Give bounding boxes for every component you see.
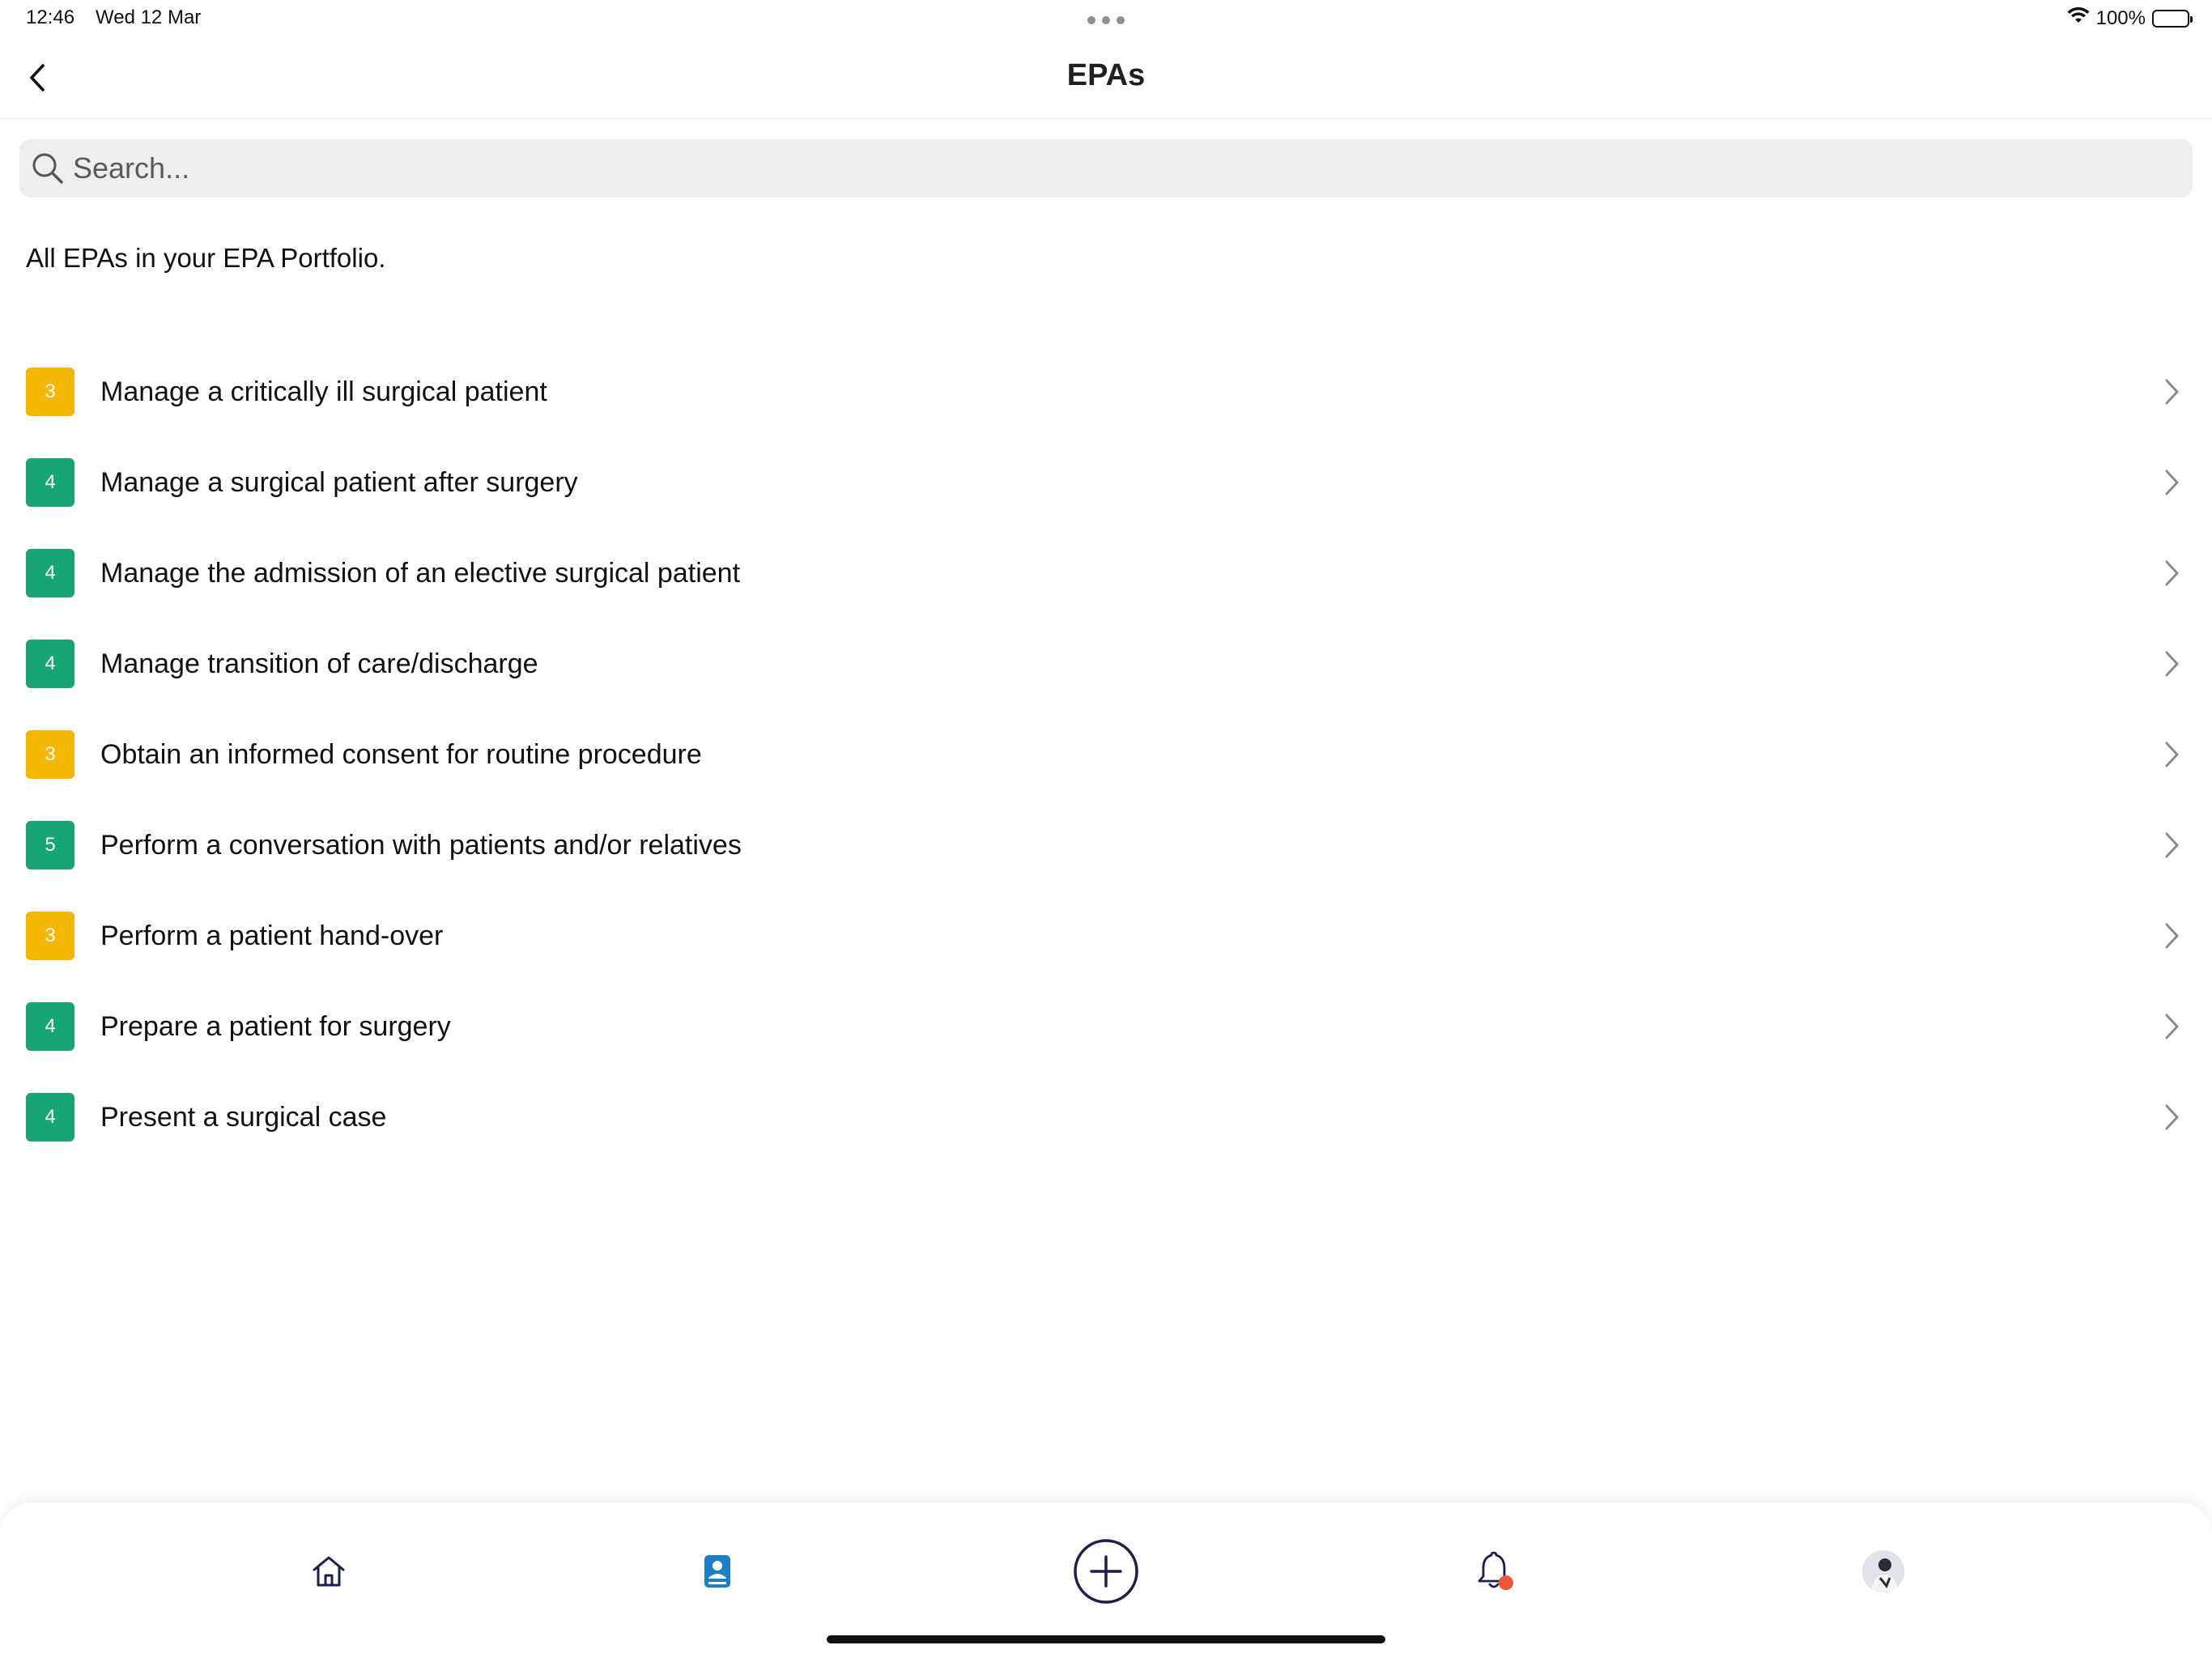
tab-profile[interactable] [1847, 1535, 1920, 1608]
status-bar [0, 0, 2212, 40]
avatar [1862, 1550, 1904, 1592]
status-right [2067, 6, 2189, 30]
search-bar[interactable] [19, 139, 2193, 198]
chevron-right-icon [2160, 557, 2184, 589]
search-icon [29, 150, 66, 187]
bell-icon [1472, 1549, 1517, 1594]
epa-list-item[interactable] [0, 891, 2212, 981]
status-time: 12:46 [26, 6, 75, 28]
level-badge: 4 [26, 549, 74, 597]
epa-title: Present a surgical case [100, 1101, 387, 1133]
multitasking-dots-icon[interactable] [1087, 16, 1125, 24]
home-indicator[interactable] [827, 1635, 1385, 1643]
plus-circle-icon [1072, 1537, 1140, 1605]
epa-title: Perform a conversation with patients and/or relatives [100, 829, 742, 861]
epa-list-item[interactable] [0, 346, 2212, 437]
level-badge: 3 [26, 912, 74, 960]
chevron-right-icon [2160, 648, 2184, 680]
epa-title: Manage the admission of an elective surgical patient [100, 557, 741, 589]
epa-list [0, 346, 2212, 1163]
tab-notifications[interactable] [1458, 1535, 1531, 1608]
chevron-right-icon [2160, 1101, 2184, 1133]
portfolio-icon [698, 1552, 737, 1591]
wifi-icon [2067, 6, 2090, 30]
tab-portfolio[interactable] [681, 1535, 754, 1608]
level-badge: 4 [26, 640, 74, 688]
epa-title: Perform a patient hand-over [100, 920, 444, 951]
chevron-right-icon [2160, 829, 2184, 861]
epa-title: Manage transition of care/discharge [100, 648, 538, 679]
chevron-right-icon [2160, 376, 2184, 408]
chevron-right-icon [2160, 466, 2184, 499]
epa-list-item[interactable] [0, 800, 2212, 891]
tab-add[interactable] [1070, 1535, 1142, 1608]
epa-list-item[interactable] [0, 437, 2212, 528]
epa-list-item[interactable] [0, 619, 2212, 709]
home-icon [309, 1552, 348, 1591]
chevron-right-icon [2160, 738, 2184, 771]
level-badge: 3 [26, 730, 74, 779]
level-badge: 5 [26, 821, 74, 869]
epa-list-item[interactable] [0, 1072, 2212, 1163]
epa-title: Manage a surgical patient after surgery [100, 466, 578, 498]
epa-title: Manage a critically ill surgical patient [100, 376, 547, 407]
intro-text: All EPAs in your EPA Portfolio. [26, 243, 386, 273]
battery-percent: 100% [2095, 6, 2146, 29]
page-title: EPAs [1066, 58, 1146, 92]
tab-home[interactable] [292, 1535, 365, 1608]
search-input[interactable] [71, 151, 2147, 186]
epa-list-item[interactable] [0, 981, 2212, 1072]
level-badge: 4 [26, 1093, 74, 1141]
epa-title: Obtain an informed consent for routine procedure [100, 738, 702, 770]
nav-bar [0, 40, 2212, 119]
chevron-right-icon [2160, 920, 2184, 952]
status-date: Wed 12 Mar [96, 6, 202, 28]
epa-title: Prepare a patient for surgery [100, 1010, 451, 1042]
notification-dot [1499, 1575, 1513, 1590]
epa-list-item[interactable] [0, 528, 2212, 619]
level-badge: 4 [26, 458, 74, 507]
epa-list-item[interactable] [0, 709, 2212, 800]
level-badge: 4 [26, 1002, 74, 1051]
chevron-right-icon [2160, 1010, 2184, 1043]
level-badge: 3 [26, 368, 74, 416]
battery-icon [2152, 10, 2189, 28]
